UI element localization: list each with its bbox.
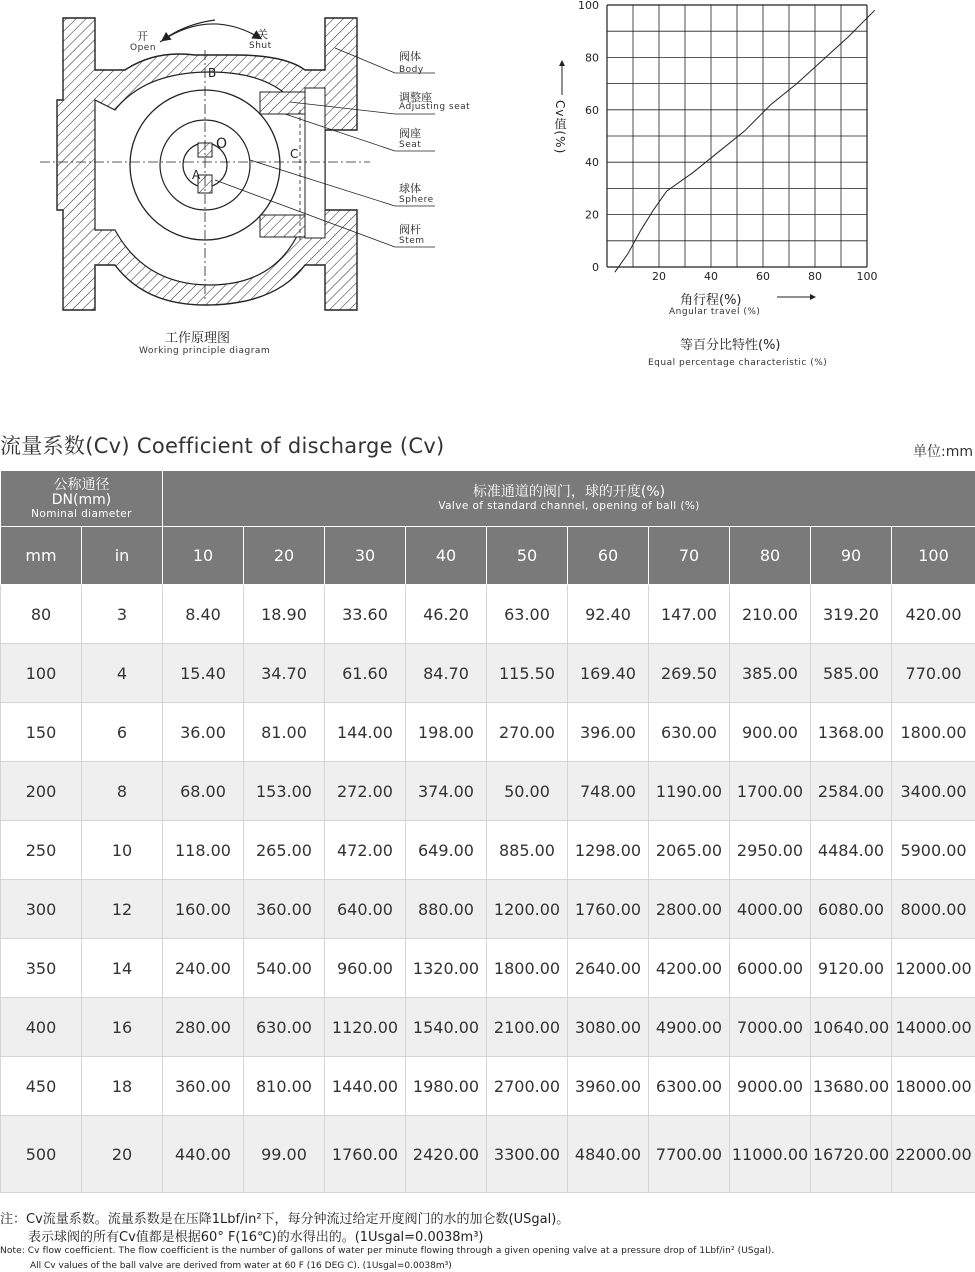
cell-cv-value: 2950.00 bbox=[730, 821, 811, 880]
series-line-cv bbox=[615, 10, 875, 272]
cell-cv-value: 472.00 bbox=[325, 821, 406, 880]
cell-cv-value: 169.40 bbox=[568, 644, 649, 703]
x-tick-label: 60 bbox=[756, 270, 770, 283]
cell-cv-value: 13680.00 bbox=[811, 1057, 892, 1116]
cell-cv-value: 3300.00 bbox=[487, 1116, 568, 1193]
x-axis-label-cn: 角行程(%) bbox=[680, 293, 742, 308]
cell-cv-value: 3960.00 bbox=[568, 1057, 649, 1116]
cell-cv-value: 4484.00 bbox=[811, 821, 892, 880]
cell-cv-value: 2640.00 bbox=[568, 939, 649, 998]
cell-cv-value: 4200.00 bbox=[649, 939, 730, 998]
cell-cv-value: 2420.00 bbox=[406, 1116, 487, 1193]
cell-cv-value: 50.00 bbox=[487, 762, 568, 821]
cell-cv-value: 1540.00 bbox=[406, 998, 487, 1057]
cell-cv-value: 10640.00 bbox=[811, 998, 892, 1057]
sphere-label-cn: 球体 bbox=[399, 182, 421, 195]
cell-cv-value: 8.40 bbox=[163, 585, 244, 644]
cell-cv-value: 18000.00 bbox=[892, 1057, 975, 1116]
cell-cv-value: 3400.00 bbox=[892, 762, 975, 821]
cell-cv-value: 92.40 bbox=[568, 585, 649, 644]
cell-cv-value: 272.00 bbox=[325, 762, 406, 821]
header-nominal-diameter bbox=[1, 471, 163, 527]
header-opening-en: Valve of standard channel, opening of ball (%) bbox=[438, 500, 700, 512]
open-label-en: Open bbox=[130, 43, 157, 53]
cell-cv-value: 4000.00 bbox=[730, 880, 811, 939]
chart-title: 等百分比特性(%) bbox=[680, 338, 781, 353]
cell-cv-value: 153.00 bbox=[244, 762, 325, 821]
cell-cv-value: 6080.00 bbox=[811, 880, 892, 939]
y-tick-label: 0 bbox=[592, 261, 599, 274]
cell-cv-value: 748.00 bbox=[568, 762, 649, 821]
cell-cv-value: 649.00 bbox=[406, 821, 487, 880]
diagram-caption-cn: 工作原理图 bbox=[165, 331, 231, 346]
table-row bbox=[1, 585, 975, 644]
note-en-line1: Note: Cv flow coefficient. The flow coefficient is the number of gallons of water per minute flowing through a given opening valve at a pressure drop of 1Lbf/in² (USgal). bbox=[0, 1246, 775, 1256]
cell-cv-value: 84.70 bbox=[406, 644, 487, 703]
cell-cv-value: 9000.00 bbox=[730, 1057, 811, 1116]
seat-label-en: Seat bbox=[399, 140, 422, 150]
y-tick-label: 20 bbox=[585, 208, 599, 222]
cell-cv-value: 7700.00 bbox=[649, 1116, 730, 1193]
cell-mm: 300 bbox=[1, 880, 82, 939]
section-title: 流量系数(Cv) Coefficient of discharge (Cv) bbox=[0, 434, 445, 458]
cell-cv-value: 540.00 bbox=[244, 939, 325, 998]
cell-cv-value: 1320.00 bbox=[406, 939, 487, 998]
column-mm: mm bbox=[1, 527, 82, 585]
table-row bbox=[1, 644, 975, 703]
cell-cv-value: 4840.00 bbox=[568, 1116, 649, 1193]
cell-mm: 400 bbox=[1, 998, 82, 1057]
cell-cv-value: 280.00 bbox=[163, 998, 244, 1057]
cell-in: 3 bbox=[82, 585, 163, 644]
cell-in: 12 bbox=[82, 880, 163, 939]
cell-cv-value: 630.00 bbox=[244, 998, 325, 1057]
chart-subtitle: Equal percentage characteristic (%) bbox=[648, 358, 828, 368]
cell-cv-value: 12000.00 bbox=[892, 939, 975, 998]
cell-cv-value: 11000.00 bbox=[730, 1116, 811, 1193]
cell-cv-value: 8000.00 bbox=[892, 880, 975, 939]
cell-cv-value: 144.00 bbox=[325, 703, 406, 762]
cell-in: 16 bbox=[82, 998, 163, 1057]
cell-cv-value: 6300.00 bbox=[649, 1057, 730, 1116]
seat-label-cn: 阀座 bbox=[399, 127, 421, 140]
cell-cv-value: 210.00 bbox=[730, 585, 811, 644]
cell-in: 18 bbox=[82, 1057, 163, 1116]
table-row bbox=[1, 762, 975, 821]
shut-label-en: Shut bbox=[249, 41, 272, 51]
chart-canvas bbox=[545, 0, 945, 375]
cell-cv-value: 9120.00 bbox=[811, 939, 892, 998]
cell-cv-value: 99.00 bbox=[244, 1116, 325, 1193]
stem-label-en: Stem bbox=[399, 236, 425, 246]
column-opening: 40 bbox=[406, 527, 487, 585]
column-opening: 90 bbox=[811, 527, 892, 585]
column-opening: 60 bbox=[568, 527, 649, 585]
column-opening: 80 bbox=[730, 527, 811, 585]
column-opening: 70 bbox=[649, 527, 730, 585]
cell-cv-value: 1190.00 bbox=[649, 762, 730, 821]
cell-cv-value: 61.60 bbox=[325, 644, 406, 703]
x-tick-label: 20 bbox=[652, 270, 666, 283]
y-tick-label: 40 bbox=[585, 156, 599, 170]
table-row bbox=[1, 1057, 975, 1116]
cell-cv-value: 5900.00 bbox=[892, 821, 975, 880]
point-c-label: C bbox=[290, 147, 299, 161]
x-tick-labels bbox=[652, 270, 878, 283]
cell-cv-value: 880.00 bbox=[406, 880, 487, 939]
note-cn-line2: 表示球阀的所有Cv值都是根据60° F(16℃)的水得出的。(1Usgal=0.0038m³) bbox=[28, 1230, 484, 1245]
y-tick-label: 100 bbox=[578, 0, 599, 12]
cell-cv-value: 115.50 bbox=[487, 644, 568, 703]
cell-in: 20 bbox=[82, 1116, 163, 1193]
x-tick-label: 100 bbox=[856, 270, 878, 283]
cell-cv-value: 2800.00 bbox=[649, 880, 730, 939]
valve-cross-section bbox=[35, 10, 495, 360]
cell-cv-value: 1368.00 bbox=[811, 703, 892, 762]
cell-cv-value: 1700.00 bbox=[730, 762, 811, 821]
x-tick-label: 40 bbox=[704, 270, 718, 283]
cell-cv-value: 33.60 bbox=[325, 585, 406, 644]
cell-cv-value: 1760.00 bbox=[325, 1116, 406, 1193]
cell-cv-value: 420.00 bbox=[892, 585, 975, 644]
cell-cv-value: 240.00 bbox=[163, 939, 244, 998]
cell-cv-value: 885.00 bbox=[487, 821, 568, 880]
cell-mm: 150 bbox=[1, 703, 82, 762]
cell-cv-value: 270.00 bbox=[487, 703, 568, 762]
cell-cv-value: 960.00 bbox=[325, 939, 406, 998]
table-row bbox=[1, 703, 975, 762]
cell-cv-value: 147.00 bbox=[649, 585, 730, 644]
cell-cv-value: 7000.00 bbox=[730, 998, 811, 1057]
cell-cv-value: 585.00 bbox=[811, 644, 892, 703]
x-axis-label-en: Angular travel (%) bbox=[669, 307, 761, 317]
working-principle-diagram bbox=[35, 10, 495, 360]
cell-cv-value: 18.90 bbox=[244, 585, 325, 644]
header-opening bbox=[163, 471, 975, 527]
header-dn-en: Nominal diameter bbox=[31, 507, 132, 520]
stem-label-cn: 阀杆 bbox=[399, 223, 421, 236]
cell-cv-value: 360.00 bbox=[244, 880, 325, 939]
cell-mm: 450 bbox=[1, 1057, 82, 1116]
y-axis-label: Cv值(%) bbox=[553, 100, 567, 155]
header-dn-cn: 公称通径 bbox=[53, 476, 110, 493]
unit-label: 单位:mm bbox=[913, 444, 973, 460]
table-row bbox=[1, 998, 975, 1057]
cell-cv-value: 160.00 bbox=[163, 880, 244, 939]
table-row bbox=[1, 1116, 975, 1193]
cell-cv-value: 118.00 bbox=[163, 821, 244, 880]
adjusting-seat-label-cn: 调整座 bbox=[399, 91, 432, 104]
cell-cv-value: 2100.00 bbox=[487, 998, 568, 1057]
adjusting-seat-label-en: Adjusting seat bbox=[399, 102, 471, 112]
chart-grid bbox=[607, 5, 867, 267]
open-label-cn: 开 bbox=[137, 30, 148, 43]
cell-cv-value: 374.00 bbox=[406, 762, 487, 821]
cell-mm: 80 bbox=[1, 585, 82, 644]
cell-cv-value: 2700.00 bbox=[487, 1057, 568, 1116]
y-tick-label: 60 bbox=[585, 103, 599, 117]
cell-cv-value: 440.00 bbox=[163, 1116, 244, 1193]
column-in: in bbox=[82, 527, 163, 585]
cell-cv-value: 385.00 bbox=[730, 644, 811, 703]
cell-cv-value: 770.00 bbox=[892, 644, 975, 703]
header-dn-mid: DN(mm) bbox=[51, 491, 112, 508]
column-opening: 50 bbox=[487, 527, 568, 585]
cell-cv-value: 1298.00 bbox=[568, 821, 649, 880]
table-body bbox=[1, 585, 975, 1193]
body-label-en: Body bbox=[399, 65, 424, 75]
cell-cv-value: 1200.00 bbox=[487, 880, 568, 939]
cell-in: 10 bbox=[82, 821, 163, 880]
cell-cv-value: 15.40 bbox=[163, 644, 244, 703]
cell-cv-value: 640.00 bbox=[325, 880, 406, 939]
cell-cv-value: 1800.00 bbox=[892, 703, 975, 762]
cell-cv-value: 2065.00 bbox=[649, 821, 730, 880]
cell-cv-value: 4900.00 bbox=[649, 998, 730, 1057]
y-tick-label: 80 bbox=[585, 51, 599, 65]
cell-in: 6 bbox=[82, 703, 163, 762]
header-opening-cn: 标准通道的阀门，球的开度(%) bbox=[472, 484, 666, 500]
cell-cv-value: 1760.00 bbox=[568, 880, 649, 939]
cell-cv-value: 3080.00 bbox=[568, 998, 649, 1057]
cell-cv-value: 810.00 bbox=[244, 1057, 325, 1116]
body-label-cn: 阀体 bbox=[399, 50, 421, 63]
y-tick-labels bbox=[578, 0, 599, 274]
cell-cv-value: 2584.00 bbox=[811, 762, 892, 821]
cv-table bbox=[0, 470, 975, 1193]
cell-cv-value: 1120.00 bbox=[325, 998, 406, 1057]
cell-cv-value: 198.00 bbox=[406, 703, 487, 762]
x-tick-label: 80 bbox=[808, 270, 822, 283]
column-opening: 100 bbox=[892, 527, 975, 585]
cell-mm: 100 bbox=[1, 644, 82, 703]
cell-cv-value: 360.00 bbox=[163, 1057, 244, 1116]
cell-mm: 250 bbox=[1, 821, 82, 880]
column-opening: 10 bbox=[163, 527, 244, 585]
note-cn-line1: 注：Cv流量系数。流量系数是在压降1Lbf/in²下，每分钟流过给定开度阀门的水的加仑数(USgal)。 bbox=[0, 1212, 570, 1227]
cell-cv-value: 265.00 bbox=[244, 821, 325, 880]
column-opening: 20 bbox=[244, 527, 325, 585]
sphere-label-en: Sphere bbox=[399, 195, 434, 205]
point-b-label: B bbox=[208, 66, 217, 80]
point-o-label: O bbox=[216, 136, 228, 152]
equal-percentage-chart bbox=[545, 0, 945, 375]
cell-cv-value: 63.00 bbox=[487, 585, 568, 644]
cell-cv-value: 81.00 bbox=[244, 703, 325, 762]
cell-cv-value: 16720.00 bbox=[811, 1116, 892, 1193]
note-en-line2: All Cv values of the ball valve are derived from water at 60 F (16 DEG C). (1Usgal=0.0038m³) bbox=[30, 1261, 452, 1271]
table-row bbox=[1, 821, 975, 880]
cell-cv-value: 1800.00 bbox=[487, 939, 568, 998]
table-row bbox=[1, 880, 975, 939]
cell-mm: 500 bbox=[1, 1116, 82, 1193]
cell-cv-value: 396.00 bbox=[568, 703, 649, 762]
cell-mm: 350 bbox=[1, 939, 82, 998]
cell-cv-value: 269.50 bbox=[649, 644, 730, 703]
diagram-caption-en: Working principle diagram bbox=[139, 346, 271, 356]
table-row bbox=[1, 939, 975, 998]
cell-mm: 200 bbox=[1, 762, 82, 821]
cell-cv-value: 46.20 bbox=[406, 585, 487, 644]
cell-in: 8 bbox=[82, 762, 163, 821]
cell-cv-value: 68.00 bbox=[163, 762, 244, 821]
cell-cv-value: 34.70 bbox=[244, 644, 325, 703]
point-a-label: A bbox=[192, 168, 201, 182]
cell-cv-value: 630.00 bbox=[649, 703, 730, 762]
cell-in: 14 bbox=[82, 939, 163, 998]
shut-label-cn: 关 bbox=[257, 28, 268, 41]
cell-cv-value: 36.00 bbox=[163, 703, 244, 762]
cell-cv-value: 1980.00 bbox=[406, 1057, 487, 1116]
cell-cv-value: 319.20 bbox=[811, 585, 892, 644]
cell-cv-value: 1440.00 bbox=[325, 1057, 406, 1116]
cell-cv-value: 22000.00 bbox=[892, 1116, 975, 1193]
cell-in: 4 bbox=[82, 644, 163, 703]
cell-cv-value: 900.00 bbox=[730, 703, 811, 762]
cell-cv-value: 6000.00 bbox=[730, 939, 811, 998]
column-opening: 30 bbox=[325, 527, 406, 585]
cell-cv-value: 14000.00 bbox=[892, 998, 975, 1057]
